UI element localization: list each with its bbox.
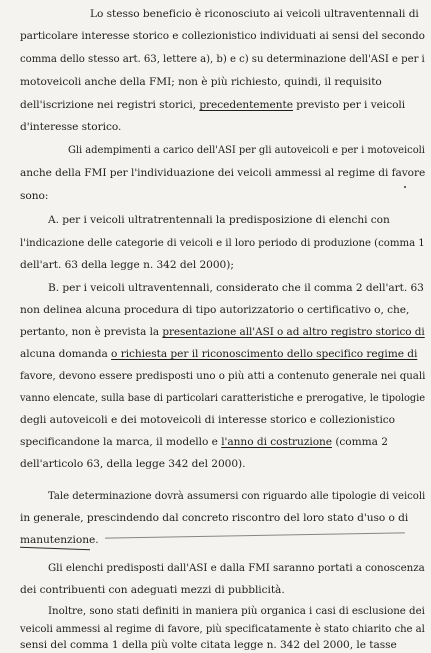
text-line: in generale, prescindendo dal concreto riscontro del loro stato d'uso o di: [20, 512, 409, 524]
text-line: l'indicazione delle categorie di veicoli e il loro periodo di produzione (comma 1: [20, 237, 425, 249]
text-line: vanno elencate, sulla base di particolari caratteristiche e prerogative, le tipologie: [20, 392, 426, 404]
text-line: Tale determinazione dovrà assumersi con riguardo alle tipologie di veicoli: [48, 490, 426, 502]
text-line: Gli elenchi predisposti dall'ASI e dalla FMI saranno portati a conoscenza: [48, 562, 425, 574]
text-line: manutenzione.: [20, 534, 99, 546]
text-segment: specificandone la marca, il modello e: [20, 436, 218, 448]
pen-mark: [20, 547, 90, 550]
text-line: comma dello stesso art. 63, lettere a), b) e c) su determinazione dell'ASI e per i: [20, 53, 425, 65]
underlined-text: presentazione all'ASI o ad altro registro storico di: [162, 326, 425, 338]
text-line: Gli adempimenti a carico dell'ASI per gli autoveicoli e per i motoveicoli: [68, 144, 425, 156]
text-line: non delinea alcuna procedura di tipo autorizzatorio o certificativo o, che,: [20, 304, 410, 316]
text-segment: previsto per i veicoli: [296, 99, 406, 111]
underlined-text: precedentemente: [199, 99, 293, 111]
pen-mark: [105, 532, 405, 538]
underlined-text: l'anno di costruzione: [221, 436, 333, 448]
text-line: motoveicoli anche della FMI; non è più richiesto, quindi, il requisito: [20, 76, 382, 88]
text-segment: pertanto, non è prevista la: [20, 326, 160, 338]
text-line: Lo stesso beneficio è riconosciuto ai veicoli ultraventennali di: [90, 8, 419, 20]
text-segment: dell'iscrizione nei registri storici,: [20, 99, 196, 111]
text-line: veicoli ammessi al regime di favore, più specificatamente è stato chiarito che al: [20, 623, 425, 635]
text-line: A. per i veicoli ultratrentennali la predisposizione di elenchi con: [48, 214, 390, 226]
text-line: B. per i veicoli ultraventennali, considerato che il comma 2 dell'art. 63: [48, 282, 424, 294]
text-segment: alcuna domanda: [20, 348, 108, 360]
text-line: dell'articolo 63, della legge 342 del 2000).: [20, 458, 246, 470]
text-line: dell'art. 63 della legge n. 342 del 2000);: [20, 259, 234, 271]
text-line: particolare interesse storico e collezionistico individuati ai sensi del secondo: [20, 30, 425, 42]
text-line: [20, 347, 417, 361]
text-line: Inoltre, sono stati definiti in maniera più organica i casi di esclusione dei: [48, 605, 425, 617]
text-line: dei contribuenti con adeguati mezzi di pubblicità.: [20, 584, 285, 596]
text-line: [20, 435, 388, 449]
text-line: [20, 98, 405, 112]
text-line: sono:: [20, 190, 49, 202]
text-segment: (comma 2: [335, 436, 388, 448]
text-line: [20, 325, 425, 339]
text-line: d'interesse storico.: [20, 121, 122, 133]
text-line: sensi del comma 1 della più volte citata legge n. 342 del 2000, le tasse: [20, 639, 397, 651]
ink-speck: [404, 186, 406, 188]
text-line: favore, devono essere predisposti uno o più atti a contenuto generale nei quali: [20, 370, 426, 382]
underlined-text: o richiesta per il riconoscimento dello specifico regime di: [111, 348, 418, 360]
text-line: degli autoveicoli e dei motoveicoli di interesse storico e collezionistico: [20, 414, 396, 426]
text-line: anche della FMI per l'individuazione dei veicoli ammessi al regime di favore: [20, 167, 426, 179]
